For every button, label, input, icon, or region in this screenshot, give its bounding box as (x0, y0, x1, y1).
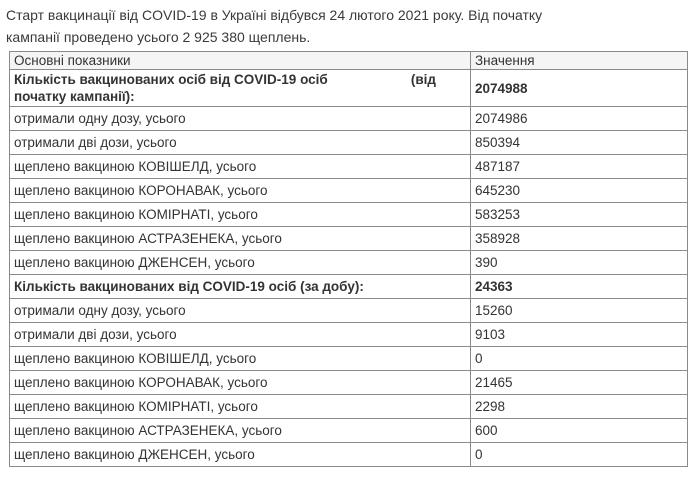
campaign-total-label (10, 70, 471, 107)
row-value: 390 (471, 251, 688, 275)
row-label: щеплено вакциною КОРОНАВАК, усього (10, 179, 471, 203)
row-label: щеплено вакциною КОМІРНАТІ, усього (10, 203, 471, 227)
row-value: 21465 (471, 371, 688, 395)
row-label: щеплено вакциною АСТРАЗЕНЕКА, усього (10, 419, 471, 443)
row-label: щеплено вакциною КОВІШЕЛД, усього (10, 347, 471, 371)
row-value: 2074986 (471, 107, 688, 131)
table-row (10, 155, 688, 179)
table-row (10, 419, 688, 443)
section-row-campaign (10, 70, 688, 107)
intro-line-1: Старт вакцинації від COVID-19 в Україні відбувся 24 лютого 2021 року. Від початку (6, 7, 543, 23)
table-row (10, 203, 688, 227)
table-row (10, 395, 688, 419)
vaccination-table (9, 51, 688, 467)
row-label: отримали дві дози, усього (10, 131, 471, 155)
table-row (10, 347, 688, 371)
table-row (10, 179, 688, 203)
row-label: щеплено вакциною ДЖЕНСЕН, усього (10, 251, 471, 275)
row-value: 583253 (471, 203, 688, 227)
row-label: щеплено вакциною ДЖЕНСЕН, усього (10, 443, 471, 467)
campaign-total-value: 2074988 (471, 70, 688, 107)
row-label: щеплено вакциною КОВІШЕЛД, усього (10, 155, 471, 179)
table-row (10, 443, 688, 467)
table-row (10, 251, 688, 275)
header-indicators: Основні показники (10, 52, 471, 70)
table-row (10, 227, 688, 251)
table-row (10, 371, 688, 395)
campaign-label-left: Кількість вакцинованих осіб від COVID-19 осіб (14, 72, 328, 87)
row-value: 2298 (471, 395, 688, 419)
intro-text (6, 4, 676, 48)
table-row (10, 107, 688, 131)
intro-line-2: кампанії проведено усього 2 925 380 щеплень. (6, 29, 311, 45)
row-value: 15260 (471, 299, 688, 323)
section-row-daily (10, 275, 688, 299)
row-label: щеплено вакциною КОРОНАВАК, усього (10, 371, 471, 395)
table-row (10, 323, 688, 347)
row-label: отримали одну дозу, усього (10, 299, 471, 323)
row-value: 487187 (471, 155, 688, 179)
campaign-label-right: (від (410, 72, 436, 87)
table-row (10, 299, 688, 323)
row-label: отримали одну дозу, усього (10, 107, 471, 131)
campaign-label-line2: початку кампанії): (14, 89, 135, 104)
daily-total-label: Кількість вакцинованих від COVID-19 осіб (за добу): (10, 275, 471, 299)
table-header-row (10, 52, 688, 70)
row-value: 9103 (471, 323, 688, 347)
table-row (10, 131, 688, 155)
row-value: 600 (471, 419, 688, 443)
row-value: 645230 (471, 179, 688, 203)
row-label: отримали дві дози, усього (10, 323, 471, 347)
row-label: щеплено вакциною КОМІРНАТІ, усього (10, 395, 471, 419)
row-value: 0 (471, 443, 688, 467)
row-value: 358928 (471, 227, 688, 251)
row-value: 850394 (471, 131, 688, 155)
header-values: Значення (471, 52, 688, 70)
row-label: щеплено вакциною АСТРАЗЕНЕКА, усього (10, 227, 471, 251)
daily-total-value: 24363 (471, 275, 688, 299)
row-value: 0 (471, 347, 688, 371)
